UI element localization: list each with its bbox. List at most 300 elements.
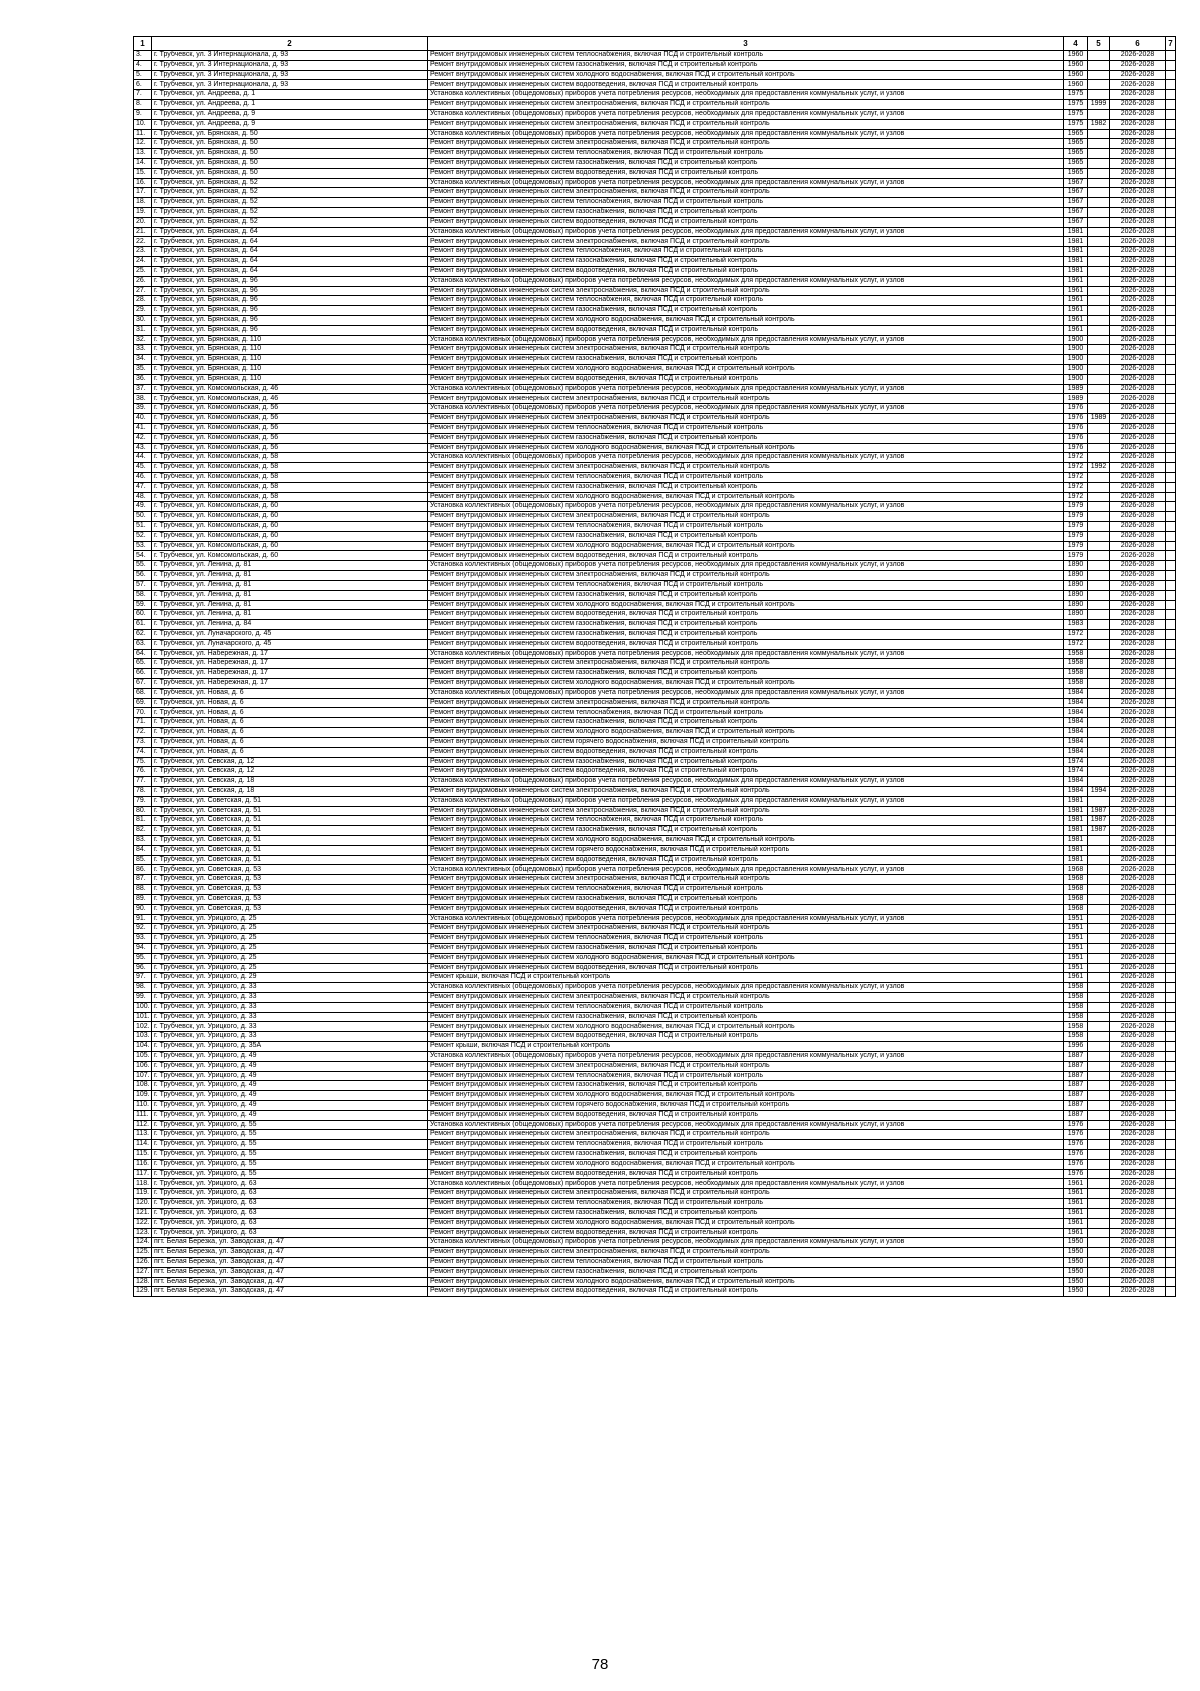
table-row	[134, 728, 1176, 738]
build-year-cell: 1958	[1064, 669, 1088, 679]
address-cell: г. Трубчевск, ул. Урицкого, д. 55	[152, 1150, 428, 1160]
row-number-cell: 96.	[134, 963, 152, 973]
address-cell: г. Трубчевск, ул. Набережная, д. 17	[152, 659, 428, 669]
work-type-cell: Ремонт внутридомовых инженерных систем горячего водоснабжения, включая ПСД и строительный контроль	[428, 845, 1064, 855]
last-repair-year-cell	[1088, 404, 1110, 414]
table-row	[134, 237, 1176, 247]
build-year-cell: 1981	[1064, 257, 1088, 267]
work-type-cell: Установка коллективных (общедомовых) приборов учета потребления ресурсов, необходимых для предоставления коммунальных услуг, и узлов	[428, 1051, 1064, 1061]
extra-cell	[1166, 60, 1176, 70]
planned-period-cell: 2026-2028	[1110, 531, 1166, 541]
address-cell: г. Трубчевск, ул. Новая, д. 6	[152, 688, 428, 698]
extra-cell	[1166, 247, 1176, 257]
address-cell: г. Трубчевск, ул. Урицкого, д. 25	[152, 924, 428, 934]
planned-period-cell: 2026-2028	[1110, 315, 1166, 325]
row-number-cell: 43.	[134, 443, 152, 453]
row-number-cell: 50.	[134, 512, 152, 522]
work-type-cell: Ремонт внутридомовых инженерных систем холодного водоснабжения, включая ПСД и строительный контроль	[428, 70, 1064, 80]
work-type-cell: Ремонт внутридомовых инженерных систем холодного водоснабжения, включая ПСД и строительный контроль	[428, 953, 1064, 963]
last-repair-year-cell	[1088, 885, 1110, 895]
row-number-cell: 87.	[134, 875, 152, 885]
extra-cell	[1166, 208, 1176, 218]
work-type-cell: Ремонт внутридомовых инженерных систем электроснабжения, включая ПСД и строительный контроль	[428, 698, 1064, 708]
address-cell: г. Трубчевск, ул. Андреева, д. 9	[152, 119, 428, 129]
extra-cell	[1166, 659, 1176, 669]
row-number-cell: 101.	[134, 1012, 152, 1022]
address-cell: г. Трубчевск, ул. Новая, д. 6	[152, 718, 428, 728]
last-repair-year-cell	[1088, 1022, 1110, 1032]
planned-period-cell: 2026-2028	[1110, 1140, 1166, 1150]
address-cell: пгт. Белая Березка, ул. Заводская, д. 47	[152, 1287, 428, 1297]
work-type-cell: Ремонт внутридомовых инженерных систем газоснабжения, включая ПСД и строительный контроль	[428, 1267, 1064, 1277]
extra-cell	[1166, 384, 1176, 394]
table-row	[134, 826, 1176, 836]
build-year-cell: 1981	[1064, 237, 1088, 247]
table-header	[134, 37, 1176, 51]
table-row	[134, 453, 1176, 463]
table-row	[134, 492, 1176, 502]
row-number-cell: 32.	[134, 335, 152, 345]
table-row	[134, 541, 1176, 551]
work-type-cell: Ремонт внутридомовых инженерных систем электроснабжения, включая ПСД и строительный контроль	[428, 237, 1064, 247]
extra-cell	[1166, 217, 1176, 227]
address-cell: г. Трубчевск, ул. Урицкого, д. 29	[152, 973, 428, 983]
last-repair-year-cell	[1088, 649, 1110, 659]
table-row	[134, 266, 1176, 276]
row-number-cell: 48.	[134, 492, 152, 502]
planned-period-cell: 2026-2028	[1110, 463, 1166, 473]
work-type-cell: Ремонт внутридомовых инженерных систем теплоснабжения, включая ПСД и строительный контроль	[428, 522, 1064, 532]
header-col-3: 3	[428, 37, 1064, 51]
capital-repair-table-sheet	[133, 36, 1175, 1297]
build-year-cell: 1900	[1064, 374, 1088, 384]
row-number-cell: 38.	[134, 394, 152, 404]
row-number-cell: 68.	[134, 688, 152, 698]
work-type-cell: Ремонт внутридомовых инженерных систем электроснабжения, включая ПСД и строительный контроль	[428, 1061, 1064, 1071]
row-number-cell: 75.	[134, 757, 152, 767]
address-cell: г. Трубчевск, ул. Урицкого, д. 25	[152, 963, 428, 973]
address-cell: г. Трубчевск, ул. Урицкого, д. 55	[152, 1159, 428, 1169]
build-year-cell: 1967	[1064, 188, 1088, 198]
build-year-cell: 1975	[1064, 100, 1088, 110]
extra-cell	[1166, 993, 1176, 1003]
build-year-cell: 1981	[1064, 796, 1088, 806]
table-row	[134, 1100, 1176, 1110]
row-number-cell: 71.	[134, 718, 152, 728]
work-type-cell: Ремонт внутридомовых инженерных систем водоотведения, включая ПСД и строительный контроль	[428, 217, 1064, 227]
work-type-cell: Ремонт внутридомовых инженерных систем газоснабжения, включая ПСД и строительный контроль	[428, 1208, 1064, 1218]
address-cell: г. Трубчевск, ул. Урицкого, д. 63	[152, 1208, 428, 1218]
planned-period-cell: 2026-2028	[1110, 610, 1166, 620]
last-repair-year-cell	[1088, 963, 1110, 973]
planned-period-cell: 2026-2028	[1110, 620, 1166, 630]
table-row	[134, 414, 1176, 424]
build-year-cell: 1951	[1064, 943, 1088, 953]
row-number-cell: 22.	[134, 237, 152, 247]
planned-period-cell: 2026-2028	[1110, 414, 1166, 424]
work-type-cell: Ремонт внутридомовых инженерных систем водоотведения, включая ПСД и строительный контроль	[428, 266, 1064, 276]
planned-period-cell: 2026-2028	[1110, 80, 1166, 90]
build-year-cell: 1984	[1064, 688, 1088, 698]
extra-cell	[1166, 276, 1176, 286]
extra-cell	[1166, 139, 1176, 149]
planned-period-cell: 2026-2028	[1110, 816, 1166, 826]
build-year-cell: 1984	[1064, 718, 1088, 728]
table-row	[134, 1051, 1176, 1061]
address-cell: г. Трубчевск, ул. Ленина, д. 84	[152, 620, 428, 630]
last-repair-year-cell	[1088, 610, 1110, 620]
row-number-cell: 127.	[134, 1267, 152, 1277]
row-number-cell: 21.	[134, 227, 152, 237]
work-type-cell: Установка коллективных (общедомовых) приборов учета потребления ресурсов, необходимых для предоставления коммунальных услуг, и узлов	[428, 109, 1064, 119]
build-year-cell: 1961	[1064, 315, 1088, 325]
work-type-cell: Ремонт внутридомовых инженерных систем холодного водоснабжения, включая ПСД и строительный контроль	[428, 1091, 1064, 1101]
row-number-cell: 3.	[134, 51, 152, 61]
table-row	[134, 698, 1176, 708]
build-year-cell: 1958	[1064, 1032, 1088, 1042]
planned-period-cell: 2026-2028	[1110, 1257, 1166, 1267]
work-type-cell: Ремонт внутридомовых инженерных систем газоснабжения, включая ПСД и строительный контроль	[428, 355, 1064, 365]
row-number-cell: 27.	[134, 286, 152, 296]
extra-cell	[1166, 198, 1176, 208]
row-number-cell: 8.	[134, 100, 152, 110]
planned-period-cell: 2026-2028	[1110, 1100, 1166, 1110]
address-cell: г. Трубчевск, ул. Советская, д. 53	[152, 865, 428, 875]
row-number-cell: 23.	[134, 247, 152, 257]
extra-cell	[1166, 1071, 1176, 1081]
table-row	[134, 129, 1176, 139]
work-type-cell: Ремонт внутридомовых инженерных систем теплоснабжения, включая ПСД и строительный контроль	[428, 1257, 1064, 1267]
row-number-cell: 85.	[134, 855, 152, 865]
address-cell: г. Трубчевск, ул. Урицкого, д. 49	[152, 1091, 428, 1101]
row-number-cell: 65.	[134, 659, 152, 669]
address-cell: г. Трубчевск, ул. Ленина, д. 81	[152, 571, 428, 581]
row-number-cell: 74.	[134, 747, 152, 757]
row-number-cell: 63.	[134, 639, 152, 649]
table-row	[134, 786, 1176, 796]
extra-cell	[1166, 158, 1176, 168]
last-repair-year-cell	[1088, 217, 1110, 227]
address-cell: г. Трубчевск, ул. Урицкого, д. 63	[152, 1218, 428, 1228]
address-cell: г. Трубчевск, ул. Советская, д. 53	[152, 904, 428, 914]
work-type-cell: Установка коллективных (общедомовых) приборов учета потребления ресурсов, необходимых для предоставления коммунальных услуг, и узлов	[428, 1179, 1064, 1189]
work-type-cell: Ремонт внутридомовых инженерных систем водоотведения, включая ПСД и строительный контроль	[428, 747, 1064, 757]
table-row	[134, 806, 1176, 816]
row-number-cell: 46.	[134, 472, 152, 482]
row-number-cell: 49.	[134, 502, 152, 512]
work-type-cell: Установка коллективных (общедомовых) приборов учета потребления ресурсов, необходимых для предоставления коммунальных услуг, и узлов	[428, 335, 1064, 345]
address-cell: г. Трубчевск, ул. Брянская, д. 96	[152, 286, 428, 296]
row-number-cell: 35.	[134, 365, 152, 375]
extra-cell	[1166, 777, 1176, 787]
table-row	[134, 365, 1176, 375]
table-row	[134, 423, 1176, 433]
last-repair-year-cell	[1088, 659, 1110, 669]
planned-period-cell: 2026-2028	[1110, 943, 1166, 953]
address-cell: г. Трубчевск, ул. Севская, д. 12	[152, 757, 428, 767]
address-cell: г. Трубчевск, ул. Ленина, д. 81	[152, 580, 428, 590]
row-number-cell: 107.	[134, 1071, 152, 1081]
address-cell: г. Трубчевск, ул. Урицкого, д. 25	[152, 934, 428, 944]
address-cell: г. Трубчевск, ул. Комсомольская, д. 46	[152, 384, 428, 394]
last-repair-year-cell	[1088, 1208, 1110, 1218]
last-repair-year-cell	[1088, 983, 1110, 993]
extra-cell	[1166, 1228, 1176, 1238]
build-year-cell: 1968	[1064, 885, 1088, 895]
last-repair-year-cell	[1088, 512, 1110, 522]
planned-period-cell: 2026-2028	[1110, 1051, 1166, 1061]
work-type-cell: Ремонт внутридомовых инженерных систем электроснабжения, включая ПСД и строительный контроль	[428, 659, 1064, 669]
table-row	[134, 649, 1176, 659]
address-cell: г. Трубчевск, ул. Севская, д. 18	[152, 786, 428, 796]
last-repair-year-cell	[1088, 178, 1110, 188]
work-type-cell: Установка коллективных (общедомовых) приборов учета потребления ресурсов, необходимых для предоставления коммунальных услуг, и узлов	[428, 914, 1064, 924]
header-col-2: 2	[152, 37, 428, 51]
extra-cell	[1166, 90, 1176, 100]
extra-cell	[1166, 875, 1176, 885]
table-row	[134, 708, 1176, 718]
row-number-cell: 58.	[134, 590, 152, 600]
extra-cell	[1166, 718, 1176, 728]
last-repair-year-cell	[1088, 934, 1110, 944]
work-type-cell: Ремонт внутридомовых инженерных систем теплоснабжения, включая ПСД и строительный контроль	[428, 296, 1064, 306]
address-cell: г. Трубчевск, ул. Брянская, д. 110	[152, 345, 428, 355]
build-year-cell: 1975	[1064, 119, 1088, 129]
extra-cell	[1166, 767, 1176, 777]
header-row	[134, 37, 1176, 51]
address-cell: г. Трубчевск, ул. Луначарского, д. 45	[152, 639, 428, 649]
build-year-cell: 1976	[1064, 1150, 1088, 1160]
row-number-cell: 113.	[134, 1130, 152, 1140]
build-year-cell: 1951	[1064, 924, 1088, 934]
address-cell: г. Трубчевск, ул. Брянская, д. 64	[152, 266, 428, 276]
address-cell: г. Трубчевск, ул. Комсомольская, д. 60	[152, 522, 428, 532]
planned-period-cell: 2026-2028	[1110, 983, 1166, 993]
extra-cell	[1166, 1002, 1176, 1012]
build-year-cell: 1887	[1064, 1051, 1088, 1061]
build-year-cell: 1951	[1064, 934, 1088, 944]
row-number-cell: 93.	[134, 934, 152, 944]
planned-period-cell: 2026-2028	[1110, 629, 1166, 639]
build-year-cell: 1890	[1064, 580, 1088, 590]
address-cell: г. Трубчевск, ул. 3 Интернационала, д. 93	[152, 51, 428, 61]
row-number-cell: 70.	[134, 708, 152, 718]
build-year-cell: 1900	[1064, 335, 1088, 345]
table-row	[134, 551, 1176, 561]
build-year-cell: 1887	[1064, 1091, 1088, 1101]
build-year-cell: 1972	[1064, 453, 1088, 463]
build-year-cell: 1972	[1064, 463, 1088, 473]
last-repair-year-cell: 1994	[1088, 786, 1110, 796]
last-repair-year-cell	[1088, 80, 1110, 90]
address-cell: г. Трубчевск, ул. Комсомольская, д. 56	[152, 423, 428, 433]
last-repair-year-cell	[1088, 502, 1110, 512]
extra-cell	[1166, 1218, 1176, 1228]
row-number-cell: 124.	[134, 1238, 152, 1248]
last-repair-year-cell	[1088, 571, 1110, 581]
extra-cell	[1166, 1208, 1176, 1218]
extra-cell	[1166, 325, 1176, 335]
extra-cell	[1166, 649, 1176, 659]
row-number-cell: 44.	[134, 453, 152, 463]
row-number-cell: 30.	[134, 315, 152, 325]
last-repair-year-cell	[1088, 1100, 1110, 1110]
row-number-cell: 16.	[134, 178, 152, 188]
build-year-cell: 1900	[1064, 355, 1088, 365]
address-cell: г. Трубчевск, ул. Урицкого, д. 49	[152, 1100, 428, 1110]
extra-cell	[1166, 1257, 1176, 1267]
row-number-cell: 81.	[134, 816, 152, 826]
planned-period-cell: 2026-2028	[1110, 580, 1166, 590]
last-repair-year-cell	[1088, 188, 1110, 198]
row-number-cell: 123.	[134, 1228, 152, 1238]
last-repair-year-cell	[1088, 1130, 1110, 1140]
extra-cell	[1166, 1277, 1176, 1287]
table-row	[134, 355, 1176, 365]
extra-cell	[1166, 1042, 1176, 1052]
work-type-cell: Ремонт внутридомовых инженерных систем газоснабжения, включая ПСД и строительный контроль	[428, 943, 1064, 953]
extra-cell	[1166, 914, 1176, 924]
extra-cell	[1166, 1032, 1176, 1042]
table-row	[134, 983, 1176, 993]
planned-period-cell: 2026-2028	[1110, 1169, 1166, 1179]
work-type-cell: Ремонт внутридомовых инженерных систем водоотведения, включая ПСД и строительный контроль	[428, 963, 1064, 973]
planned-period-cell: 2026-2028	[1110, 109, 1166, 119]
planned-period-cell: 2026-2028	[1110, 845, 1166, 855]
last-repair-year-cell	[1088, 51, 1110, 61]
planned-period-cell: 2026-2028	[1110, 953, 1166, 963]
build-year-cell: 1965	[1064, 168, 1088, 178]
last-repair-year-cell	[1088, 247, 1110, 257]
row-number-cell: 64.	[134, 649, 152, 659]
row-number-cell: 41.	[134, 423, 152, 433]
table-row	[134, 286, 1176, 296]
planned-period-cell: 2026-2028	[1110, 1150, 1166, 1160]
last-repair-year-cell	[1088, 345, 1110, 355]
address-cell: г. Трубчевск, ул. Ленина, д. 81	[152, 610, 428, 620]
last-repair-year-cell	[1088, 158, 1110, 168]
extra-cell	[1166, 119, 1176, 129]
extra-cell	[1166, 669, 1176, 679]
last-repair-year-cell	[1088, 296, 1110, 306]
work-type-cell: Ремонт внутридомовых инженерных систем электроснабжения, включая ПСД и строительный контроль	[428, 786, 1064, 796]
work-type-cell: Ремонт внутридомовых инженерных систем газоснабжения, включая ПСД и строительный контроль	[428, 482, 1064, 492]
planned-period-cell: 2026-2028	[1110, 247, 1166, 257]
planned-period-cell: 2026-2028	[1110, 472, 1166, 482]
address-cell: г. Трубчевск, ул. Комсомольская, д. 58	[152, 472, 428, 482]
work-type-cell: Установка коллективных (общедомовых) приборов учета потребления ресурсов, необходимых для предоставления коммунальных услуг, и узлов	[428, 649, 1064, 659]
build-year-cell: 1960	[1064, 70, 1088, 80]
address-cell: г. Трубчевск, ул. Брянская, д. 64	[152, 237, 428, 247]
work-type-cell: Ремонт внутридомовых инженерных систем теплоснабжения, включая ПСД и строительный контроль	[428, 1071, 1064, 1081]
address-cell: г. Трубчевск, ул. Ленина, д. 81	[152, 561, 428, 571]
extra-cell	[1166, 1091, 1176, 1101]
work-type-cell: Ремонт внутридомовых инженерных систем холодного водоснабжения, включая ПСД и строительный контроль	[428, 541, 1064, 551]
build-year-cell: 1961	[1064, 325, 1088, 335]
build-year-cell: 1979	[1064, 522, 1088, 532]
extra-cell	[1166, 757, 1176, 767]
address-cell: г. Трубчевск, ул. Комсомольская, д. 58	[152, 492, 428, 502]
build-year-cell: 1976	[1064, 423, 1088, 433]
row-number-cell: 100.	[134, 1002, 152, 1012]
extra-cell	[1166, 1189, 1176, 1199]
table-row	[134, 993, 1176, 1003]
build-year-cell: 1984	[1064, 747, 1088, 757]
row-number-cell: 40.	[134, 414, 152, 424]
planned-period-cell: 2026-2028	[1110, 100, 1166, 110]
row-number-cell: 9.	[134, 109, 152, 119]
build-year-cell: 1951	[1064, 953, 1088, 963]
extra-cell	[1166, 1199, 1176, 1209]
table-row	[134, 875, 1176, 885]
capital-repair-table	[133, 36, 1176, 1297]
address-cell: г. Трубчевск, ул. Новая, д. 6	[152, 698, 428, 708]
extra-cell	[1166, 266, 1176, 276]
planned-period-cell: 2026-2028	[1110, 178, 1166, 188]
planned-period-cell: 2026-2028	[1110, 1022, 1166, 1032]
build-year-cell: 1976	[1064, 433, 1088, 443]
work-type-cell: Ремонт внутридомовых инженерных систем газоснабжения, включая ПСД и строительный контроль	[428, 620, 1064, 630]
last-repair-year-cell	[1088, 423, 1110, 433]
build-year-cell: 1972	[1064, 482, 1088, 492]
address-cell: г. Трубчевск, ул. Урицкого, д. 25	[152, 914, 428, 924]
last-repair-year-cell: 1987	[1088, 826, 1110, 836]
work-type-cell: Ремонт внутридомовых инженерных систем водоотведения, включая ПСД и строительный контроль	[428, 855, 1064, 865]
work-type-cell: Ремонт внутридомовых инженерных систем газоснабжения, включая ПСД и строительный контроль	[428, 1081, 1064, 1091]
row-number-cell: 108.	[134, 1081, 152, 1091]
extra-cell	[1166, 51, 1176, 61]
last-repair-year-cell	[1088, 70, 1110, 80]
table-row	[134, 296, 1176, 306]
extra-cell	[1166, 610, 1176, 620]
last-repair-year-cell	[1088, 443, 1110, 453]
last-repair-year-cell	[1088, 855, 1110, 865]
row-number-cell: 36.	[134, 374, 152, 384]
row-number-cell: 126.	[134, 1257, 152, 1267]
extra-cell	[1166, 443, 1176, 453]
last-repair-year-cell	[1088, 208, 1110, 218]
last-repair-year-cell	[1088, 924, 1110, 934]
work-type-cell: Ремонт внутридомовых инженерных систем холодного водоснабжения, включая ПСД и строительный контроль	[428, 679, 1064, 689]
extra-cell	[1166, 394, 1176, 404]
build-year-cell: 1981	[1064, 247, 1088, 257]
address-cell: г. Трубчевск, ул. Комсомольская, д. 56	[152, 414, 428, 424]
address-cell: г. Трубчевск, ул. 3 Интернационала, д. 93	[152, 60, 428, 70]
planned-period-cell: 2026-2028	[1110, 796, 1166, 806]
address-cell: г. Трубчевск, ул. Советская, д. 53	[152, 894, 428, 904]
extra-cell	[1166, 335, 1176, 345]
row-number-cell: 33.	[134, 345, 152, 355]
row-number-cell: 106.	[134, 1061, 152, 1071]
extra-cell	[1166, 688, 1176, 698]
last-repair-year-cell	[1088, 139, 1110, 149]
address-cell: пгт. Белая Березка, ул. Заводская, д. 47	[152, 1238, 428, 1248]
work-type-cell: Ремонт внутридомовых инженерных систем электроснабжения, включая ПСД и строительный контроль	[428, 993, 1064, 1003]
work-type-cell: Ремонт внутридомовых инженерных систем холодного водоснабжения, включая ПСД и строительный контроль	[428, 492, 1064, 502]
header-col-1: 1	[134, 37, 152, 51]
planned-period-cell: 2026-2028	[1110, 708, 1166, 718]
table-row	[134, 659, 1176, 669]
last-repair-year-cell	[1088, 777, 1110, 787]
extra-cell	[1166, 227, 1176, 237]
planned-period-cell: 2026-2028	[1110, 139, 1166, 149]
extra-cell	[1166, 620, 1176, 630]
row-number-cell: 125.	[134, 1248, 152, 1258]
planned-period-cell: 2026-2028	[1110, 806, 1166, 816]
extra-cell	[1166, 1081, 1176, 1091]
build-year-cell: 1967	[1064, 217, 1088, 227]
planned-period-cell: 2026-2028	[1110, 384, 1166, 394]
